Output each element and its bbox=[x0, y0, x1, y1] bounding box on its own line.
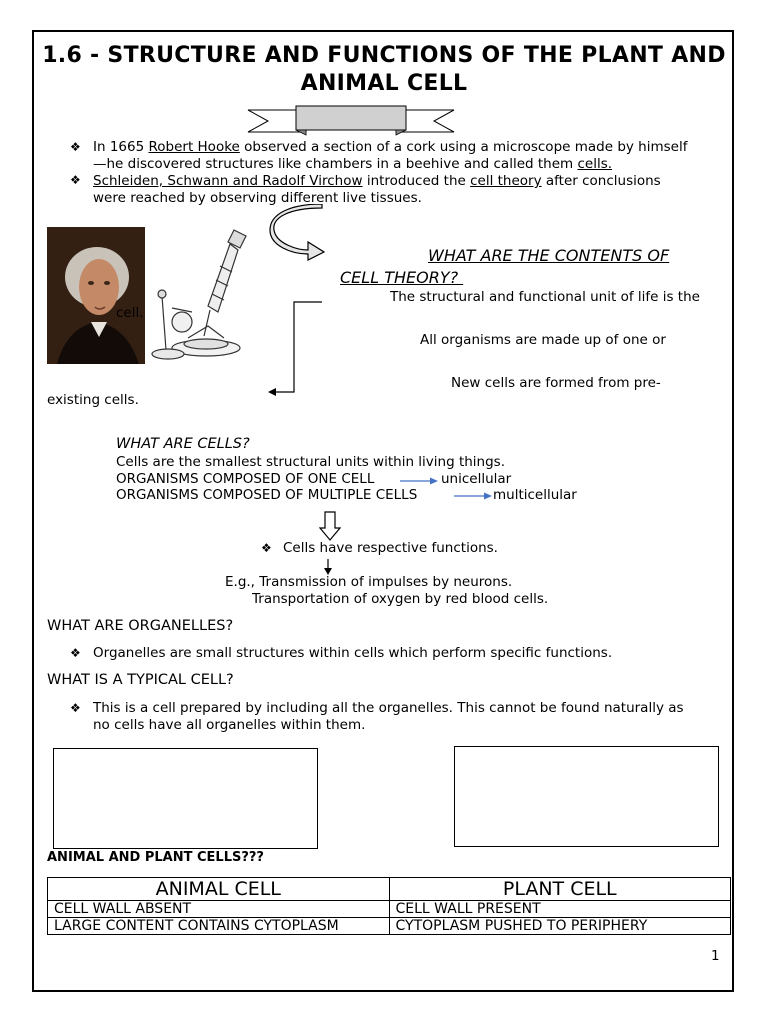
bullet-icon: ❖ bbox=[261, 541, 272, 555]
animal-cell-header: ANIMAL CELL bbox=[48, 878, 390, 901]
hooke-line-1: In 1665 Robert Hooke observed a section of a cork using a microscope made by himself bbox=[93, 139, 688, 155]
example-2: Transportation of oxygen by red blood cells. bbox=[252, 591, 549, 607]
theory-point-3-tail: existing cells. bbox=[47, 392, 139, 408]
table-header-row bbox=[48, 878, 731, 901]
theory-intro-line-1: Schleiden, Schwann and Radolf Virchow introduced the cell theory after conclusions bbox=[93, 173, 661, 189]
hooke-line-2: —he discovered structures like chambers in a beehive and called them cells. bbox=[93, 156, 613, 172]
multi-cells-label: ORGANISMS COMPOSED OF MULTIPLE CELLS bbox=[116, 487, 418, 503]
arrow-right-icon bbox=[452, 491, 494, 501]
arrow-right-icon bbox=[398, 476, 440, 486]
table-cell: LARGE CONTENT CONTAINS CYTOPLASM bbox=[48, 918, 390, 935]
typical-cell-heading: WHAT IS A TYPICAL CELL? bbox=[47, 672, 234, 688]
theory-intro-line-2: were reached by observing different live tissues. bbox=[93, 190, 422, 206]
table-cell: CELL WALL PRESENT bbox=[389, 901, 731, 918]
comparison-table bbox=[47, 877, 731, 935]
bullet-icon: ❖ bbox=[70, 140, 81, 154]
comparison-heading: ANIMAL AND PLANT CELLS??? bbox=[47, 850, 264, 865]
page-title: 1.6 - STRUCTURE AND FUNCTIONS OF THE PLANT AND ANIMAL CELL bbox=[42, 43, 726, 96]
multicellular-label: multicellular bbox=[493, 487, 577, 503]
table-row bbox=[48, 918, 731, 935]
robert-hooke-portrait bbox=[47, 227, 145, 364]
table-row bbox=[48, 901, 731, 918]
plant-cell-header: PLANT CELL bbox=[389, 878, 731, 901]
cell-theory-heading-line-1: WHAT ARE THE CONTENTS OF bbox=[428, 246, 670, 265]
microscope-illustration bbox=[148, 226, 256, 366]
unicellular-label: unicellular bbox=[441, 471, 512, 487]
cell-theory-heading-line-2: CELL THEORY? bbox=[340, 268, 464, 287]
theory-point-3: New cells are formed from pre- bbox=[451, 375, 661, 391]
elbow-arrow-icon bbox=[264, 298, 326, 398]
theory-point-2: All organisms are made up of one or bbox=[420, 332, 666, 348]
plant-cell-figure-box bbox=[454, 746, 719, 847]
banner-ribbon-icon bbox=[246, 104, 456, 138]
typical-cell-line-1: This is a cell prepared by including all the organelles. This cannot be found naturally as bbox=[93, 700, 684, 716]
bullet-icon: ❖ bbox=[70, 701, 81, 715]
one-cell-label: ORGANISMS COMPOSED OF ONE CELL bbox=[116, 471, 375, 487]
down-arrow-icon bbox=[319, 510, 341, 542]
page-number: 1 bbox=[711, 948, 720, 964]
theory-point-1-tail: cell. bbox=[116, 305, 144, 321]
animal-cell-figure-box bbox=[53, 748, 318, 849]
example-1: E.g., Transmission of impulses by neurons. bbox=[225, 574, 513, 590]
cells-definition: Cells are the smallest structural units within living things. bbox=[116, 454, 506, 470]
bullet-icon: ❖ bbox=[70, 646, 81, 660]
cells-heading: WHAT ARE CELLS? bbox=[116, 436, 250, 452]
table-cell: CELL WALL ABSENT bbox=[48, 901, 390, 918]
theory-point-1: The structural and functional unit of life is the bbox=[390, 289, 700, 305]
organelles-heading: WHAT ARE ORGANELLES? bbox=[47, 618, 234, 634]
cells-functions: Cells have respective functions. bbox=[283, 540, 498, 556]
curved-arrow-icon bbox=[268, 204, 328, 262]
organelles-text: Organelles are small structures within cells which perform specific functions. bbox=[93, 645, 613, 661]
bullet-icon: ❖ bbox=[70, 173, 81, 187]
typical-cell-line-2: no cells have all organelles within them. bbox=[93, 717, 366, 733]
robert-hooke-link: Robert Hooke bbox=[148, 139, 240, 155]
table-cell: CYTOPLASM PUSHED TO PERIPHERY bbox=[389, 918, 731, 935]
